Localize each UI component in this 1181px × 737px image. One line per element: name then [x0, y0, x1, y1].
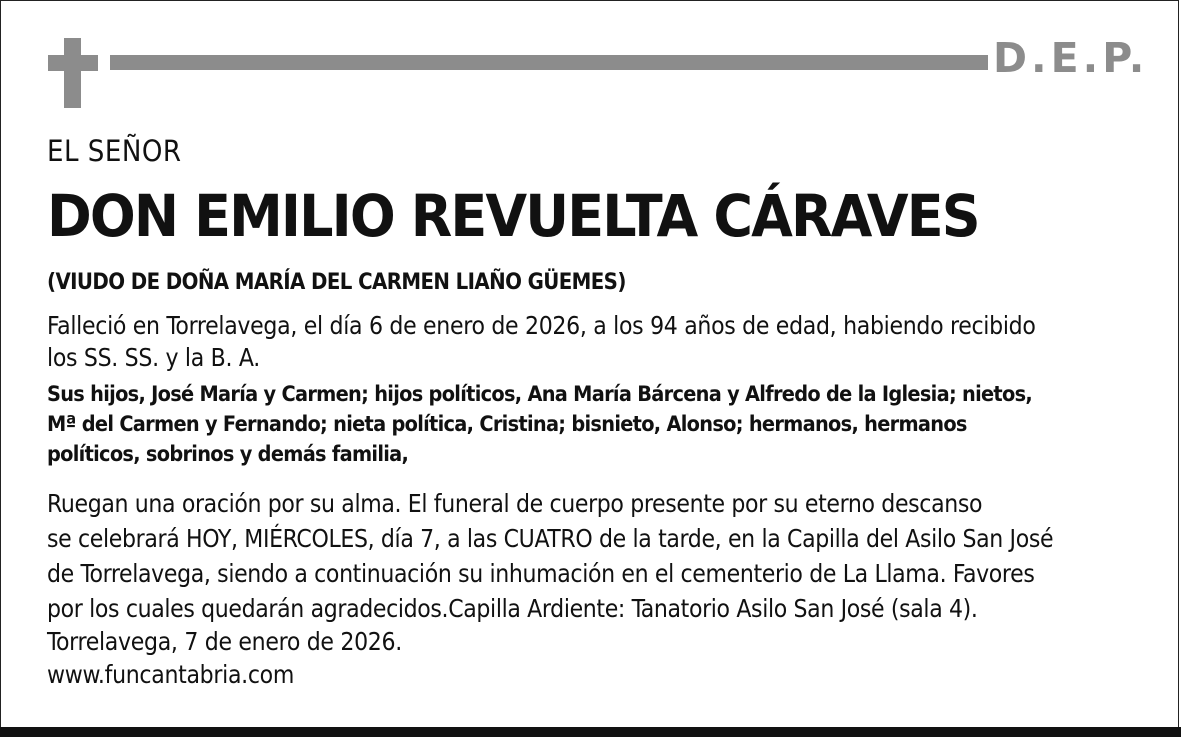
title-prefix: EL SEÑOR — [47, 134, 182, 168]
widower-line: (VIUDO DE DOÑA MARÍA DEL CARMEN LIAÑO GÜEMES) — [47, 270, 626, 295]
header-rule — [110, 55, 988, 70]
footer — [47, 625, 402, 691]
death-line: los SS. SS. y la B. A. — [47, 343, 260, 372]
family-paragraph — [47, 380, 1032, 470]
death-line: Falleció en Torrelavega, el día 6 de enero de 2026, a los 94 años de edad, habiendo recibido — [47, 311, 1036, 340]
dep-label: D.E.P. — [993, 34, 1149, 82]
family-line: políticos, sobrinos y demás familia, — [47, 442, 409, 467]
cross-vertical-bar — [64, 38, 81, 108]
family-line: Sus hijos, José María y Carmen; hijos políticos, Ana María Bárcena y Alfredo de la Iglesia; nietos, — [47, 382, 1033, 407]
bottom-bar — [0, 727, 1181, 737]
deceased-name: DON EMILIO REVUELTA CÁRAVES — [47, 182, 979, 250]
funeral-paragraph — [47, 486, 1053, 626]
death-paragraph — [47, 310, 1036, 374]
website-link[interactable]: www.funcantabria.com — [47, 660, 295, 689]
family-line: Mª del Carmen y Fernando; nieta política, Cristina; bisnieto, Alonso; hermanos, hermanos — [47, 412, 967, 437]
funeral-line: de Torrelavega, siendo a continuación su inhumación en el cementerio de La Llama. Favores — [47, 559, 1035, 588]
cross-horizontal-bar — [48, 55, 98, 71]
funeral-line: Ruegan una oración por su alma. El funeral de cuerpo presente por su eterno descanso — [47, 489, 983, 518]
funeral-line: por los cuales quedarán agradecidos.Capilla Ardiente: Tanatorio Asilo San José (sala 4). — [47, 594, 978, 623]
place-date: Torrelavega, 7 de enero de 2026. — [47, 627, 402, 656]
funeral-line: se celebrará HOY, MIÉRCOLES, día 7, a las CUATRO de la tarde, en la Capilla del Asilo San José — [47, 524, 1054, 553]
